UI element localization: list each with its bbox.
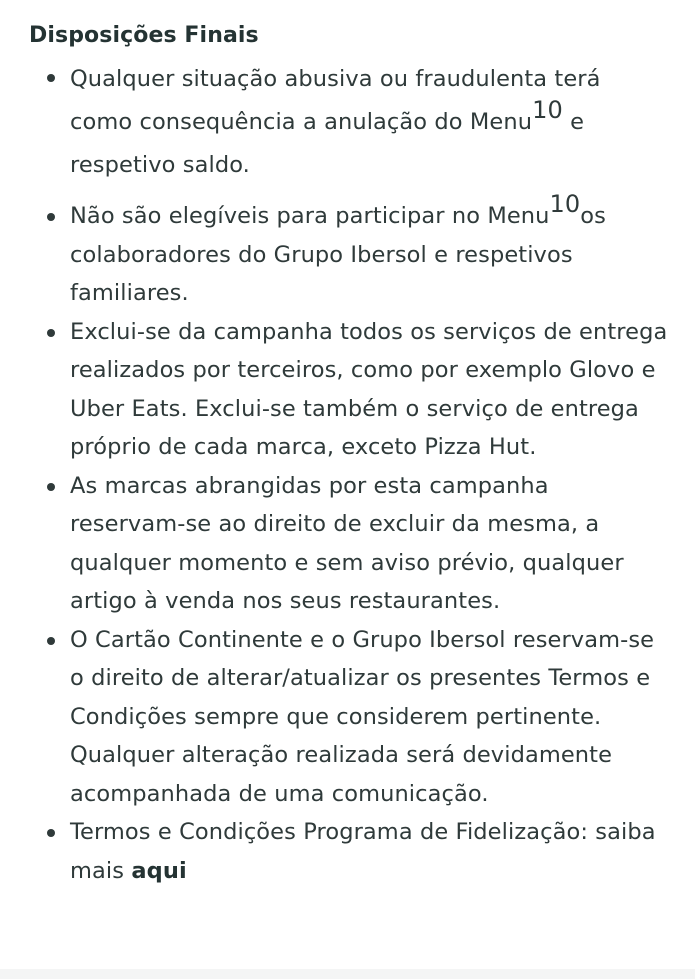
list-item (29, 467, 669, 621)
bullet-icon (47, 74, 55, 82)
bullet-icon (47, 483, 55, 491)
list-item (29, 813, 669, 890)
list-item-text: Não são elegíveis para participar no Menu (70, 203, 550, 229)
terms-link[interactable]: aqui (131, 857, 187, 884)
list-item (29, 58, 669, 187)
list-item-text: Termos e Condições Programa de Fidelização: saiba mais (70, 819, 656, 884)
list-item-text: Qualquer situação abusiva ou fraudulenta terá como consequência a anulação do Menu (70, 66, 601, 135)
list-item-text: os colaboradores do Grupo Ibersol e respetivos familiares. (70, 203, 606, 306)
list-item (29, 313, 669, 467)
list-item-text: e respetivo saldo. (70, 109, 585, 178)
bullet-icon (47, 637, 55, 645)
section-title: Disposições Finais (29, 23, 259, 48)
bullet-icon (47, 329, 55, 337)
list-item-text: O Cartão Continente e o Grupo Ibersol reservam-se o direito de alterar/atualizar os presentes Termos e Condições sempre que considerem pertinente. Qualquer alteração realizada será devidamente acompanhada de uma comunicação. (70, 626, 655, 807)
list-item (29, 189, 669, 313)
superscript: 10 (532, 95, 563, 124)
list-item-text: As marcas abrangidas por esta campanha reservam-se ao direito de excluir da mesma, a qualquer momento e sem aviso prévio, qualquer artigo à venda nos seus restaurantes. (70, 472, 624, 614)
bullet-icon (47, 213, 55, 221)
provisions-list (29, 58, 669, 890)
list-item-text: Exclui-se da campanha todos os serviços de entrega realizados por terceiros, como por exemplo Glovo e Uber Eats. Exclui-se também o serviço de entrega próprio de cada marca, exceto Pizza Hut. (70, 318, 668, 460)
superscript: 10 (549, 189, 581, 218)
bullet-icon (47, 829, 55, 837)
list-item (29, 621, 669, 814)
final-provisions-section (29, 18, 669, 890)
bottom-edge (0, 969, 695, 979)
